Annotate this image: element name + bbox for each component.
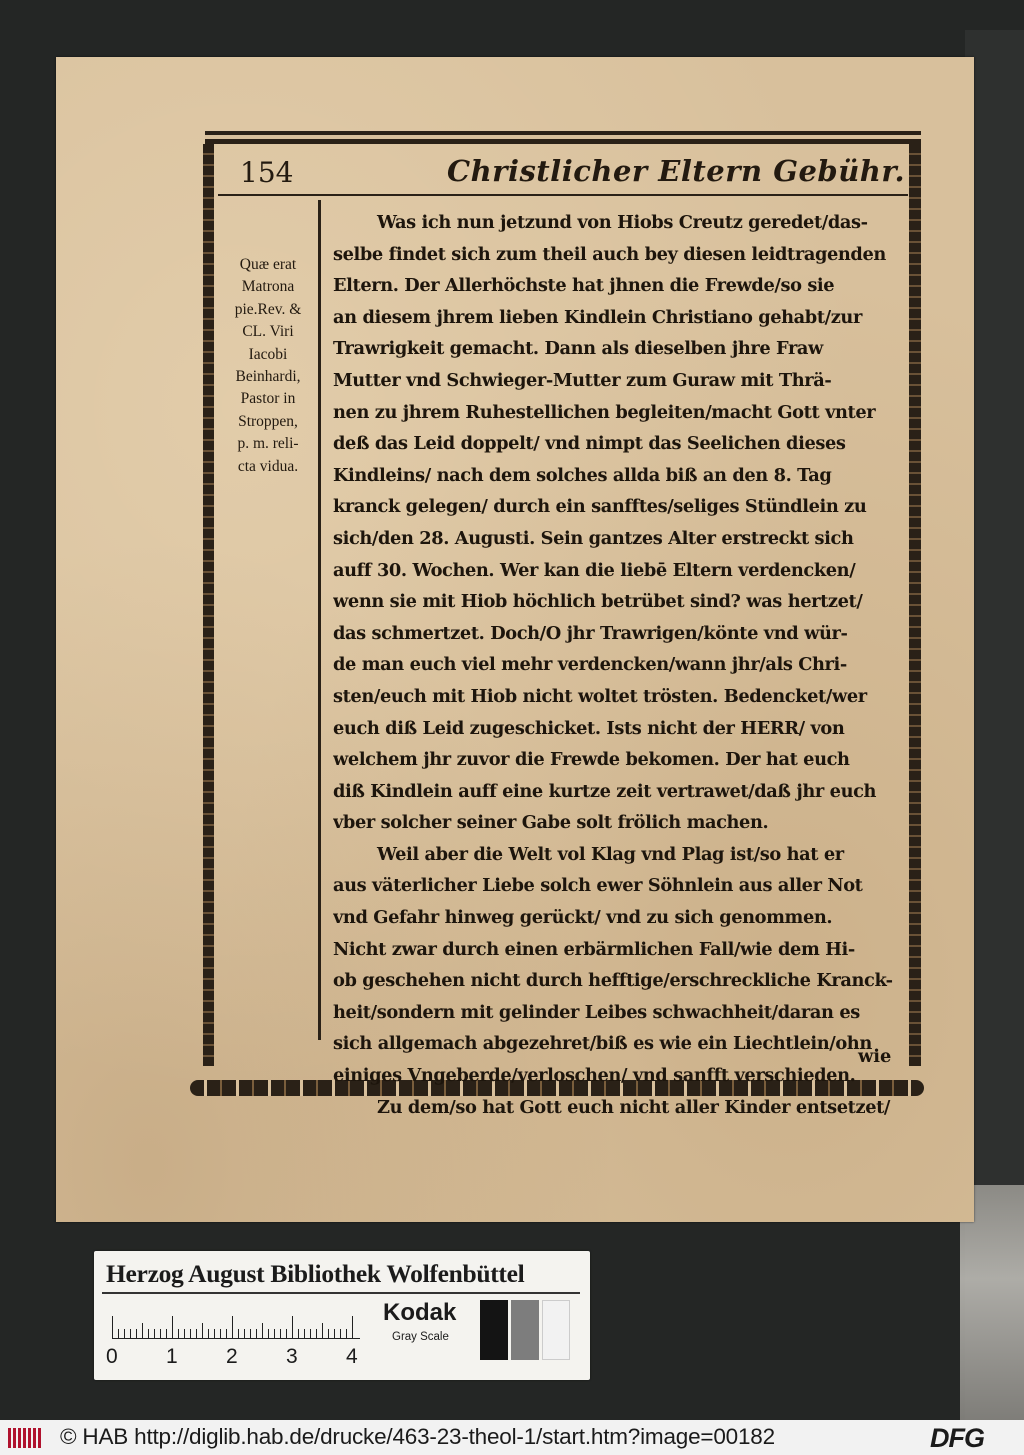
ruler-tick	[220, 1329, 221, 1338]
ruler-number: 0	[106, 1345, 118, 1368]
ruler-tick	[142, 1323, 143, 1338]
ruler-tick	[292, 1316, 293, 1338]
frame-right-border	[909, 144, 921, 1066]
ruler-tick	[346, 1329, 347, 1338]
marginal-note-line: Stroppen,	[238, 412, 298, 430]
ruler-number: 4	[346, 1345, 358, 1368]
marginal-note-line: p. m. reli-	[237, 435, 299, 453]
ruler-tick	[136, 1329, 137, 1338]
running-head: Christlicher Eltern Gebühr.	[447, 154, 906, 188]
text-line: Nicht zwar durch einen erbärmlichen Fall/wie dem Hi-	[333, 938, 855, 960]
marginal-note-line: pie.Rev. &	[234, 300, 302, 318]
marginal-note-line: Quæ erat	[239, 256, 297, 273]
page-number: 154	[240, 156, 294, 189]
ruler-tick	[118, 1329, 119, 1338]
ruler-tick	[208, 1329, 209, 1338]
text-line: Eltern. Der Allerhöchste hat jhnen die Frewde/so sie	[333, 275, 835, 297]
ruler-tick	[190, 1329, 191, 1338]
ruler-tick	[262, 1323, 263, 1338]
hab-logo-icon	[6, 1425, 46, 1451]
text-line: wenn sie mit Hiob höchlich betrübet sind? was hertzet/	[333, 591, 863, 613]
ruler-tick	[184, 1329, 185, 1338]
ruler-tick	[316, 1329, 317, 1338]
text-line: vber solcher seiner Gabe solt frölich machen.	[333, 812, 769, 834]
ruler-tick	[172, 1316, 173, 1338]
ruler-tick	[130, 1329, 131, 1338]
ruler-tick	[154, 1329, 155, 1338]
ruler-tick	[196, 1329, 197, 1338]
text-line: sich allgemach abgezehret/biß es wie ein Liechtlein/ohn	[333, 1033, 872, 1055]
marginal-note-line: CL. Viri	[242, 323, 294, 341]
ruler-tick	[304, 1329, 305, 1338]
ruler-tick	[274, 1329, 275, 1338]
ruler-tick	[322, 1323, 323, 1338]
copyright-url[interactable]: © HAB http://diglib.hab.de/drucke/463-23-theol-1/start.htm?image=00182	[60, 1424, 775, 1449]
text-line: Weil aber die Welt vol Klag vnd Plag ist/so hat er	[377, 843, 844, 865]
ruler-tick	[352, 1316, 353, 1338]
text-line: selbe findet sich zum theil auch bey diesen leidtragenden	[333, 243, 886, 265]
header-rule	[218, 194, 908, 196]
marginal-note	[222, 254, 314, 478]
ruler-tick	[148, 1329, 149, 1338]
library-label	[94, 1251, 590, 1380]
ruler-tick	[298, 1329, 299, 1338]
ruler-tick	[310, 1329, 311, 1338]
text-line: nen zu jhrem Ruhestellichen begleiten/macht Gott vnter	[333, 401, 876, 423]
text-line: Zu dem/so hat Gott euch nicht aller Kinder entsetzet/	[377, 1096, 891, 1118]
ruler-tick	[166, 1329, 167, 1338]
text-line: heit/sondern mit gelinder Leibes schwachheit/daran es	[333, 1001, 860, 1023]
dfg-logo: DFG	[930, 1423, 984, 1453]
ruler-tick	[250, 1329, 251, 1338]
text-line: Trawrigkeit gemacht. Dann als dieselben jhre Fraw	[333, 338, 823, 360]
ruler-tick	[238, 1329, 239, 1338]
text-line: diß Kindlein auff eine kurtze zeit vertrawet/daß jhr euch	[333, 780, 877, 802]
text-line: euch diß Leid zugeschicket. Ists nicht der HERR/ von	[333, 717, 845, 739]
marginal-note-line: Matrona	[241, 278, 295, 296]
footer-bar	[0, 1420, 1024, 1455]
ruler-tick	[328, 1329, 329, 1338]
text-line: sich/den 28. Augusti. Sein gantzes Alter erstreckt sich	[333, 527, 854, 549]
ruler-tick	[256, 1329, 257, 1338]
gray-swatch-mid	[511, 1300, 539, 1360]
text-line: welchem jhr zuvor die Frewde bekomen. Der hat euch	[333, 749, 850, 771]
text-line: sten/euch mit Hiob nicht woltet trösten. Bedencket/wer	[333, 685, 867, 707]
text-line: auff 30. Wochen. Wer kan die liebē Eltern verdencken/	[333, 559, 856, 581]
text-line: das schmertzet. Doch/O jhr Trawrigen/könte vnd wür-	[333, 622, 848, 644]
text-line: ob geschehen nicht durch hefftige/erschreckliche Kranck-	[333, 970, 893, 992]
label-rule	[102, 1292, 580, 1294]
marginal-note-line: Pastor in	[240, 390, 296, 408]
gray-swatch-black	[480, 1300, 508, 1360]
text-line: einiges Vngeberde/verloschen/ vnd sanfft verschieden.	[333, 1065, 856, 1087]
ruler-tick	[286, 1329, 287, 1338]
ruler-tick	[334, 1329, 335, 1338]
ruler-tick	[340, 1329, 341, 1338]
ruler-tick	[214, 1329, 215, 1338]
body-text	[333, 207, 903, 1123]
library-name: Herzog August Bibliothek Wolfenbüttel	[106, 1259, 525, 1288]
ruler-tick	[268, 1329, 269, 1338]
frame-top-border	[205, 131, 921, 144]
text-line: Was ich nun jetzund von Hiobs Creutz geredet/das-	[377, 212, 868, 233]
ruler-tick	[178, 1329, 179, 1338]
text-line: de man euch viel mehr verdencken/wann jhr/als Chri-	[333, 654, 847, 676]
gray-scale-caption: Gray Scale	[392, 1331, 449, 1343]
frame-left-border	[203, 144, 214, 1066]
marginal-note-line: Beinhardi,	[235, 368, 301, 386]
text-line: vnd Gefahr hinweg gerückt/ vnd zu sich genommen.	[333, 907, 833, 929]
kodak-brand: Kodak	[383, 1299, 457, 1326]
ruler-tick	[202, 1323, 203, 1338]
catchword: wie	[858, 1046, 892, 1067]
text-line: Mutter vnd Schwieger-Mutter zum Guraw mit Thrä-	[333, 369, 832, 391]
marginal-note-line: Iacobi	[248, 345, 288, 363]
text-line: deß das Leid doppelt/ vnd nimpt das Seelichen dieses	[333, 433, 846, 455]
ruler-tick	[232, 1316, 233, 1338]
gray-swatch-white	[542, 1300, 570, 1360]
ruler-number: 1	[166, 1345, 178, 1368]
text-line: an diesem jhrem lieben Kindlein Christiano gehabt/zur	[333, 306, 862, 328]
margin-divider	[318, 200, 321, 1040]
ruler-number: 2	[226, 1345, 238, 1368]
ruler-number: 3	[286, 1345, 298, 1368]
text-line: kranck gelegen/ durch ein sanfftes/seliges Stündlein zu	[333, 496, 867, 518]
marginal-note-line: cta vidua.	[237, 457, 299, 475]
ruler-tick	[160, 1329, 161, 1338]
ruler-tick	[124, 1329, 125, 1338]
text-line: Kindleins/ nach dem solches allda biß an den 8. Tag	[333, 464, 832, 486]
ruler-tick	[226, 1329, 227, 1338]
ruler-tick	[244, 1329, 245, 1338]
ruler-tick	[112, 1316, 113, 1338]
ruler-tick	[280, 1329, 281, 1338]
text-line: aus väterlicher Liebe solch ewer Söhnlein aus aller Not	[333, 875, 863, 897]
